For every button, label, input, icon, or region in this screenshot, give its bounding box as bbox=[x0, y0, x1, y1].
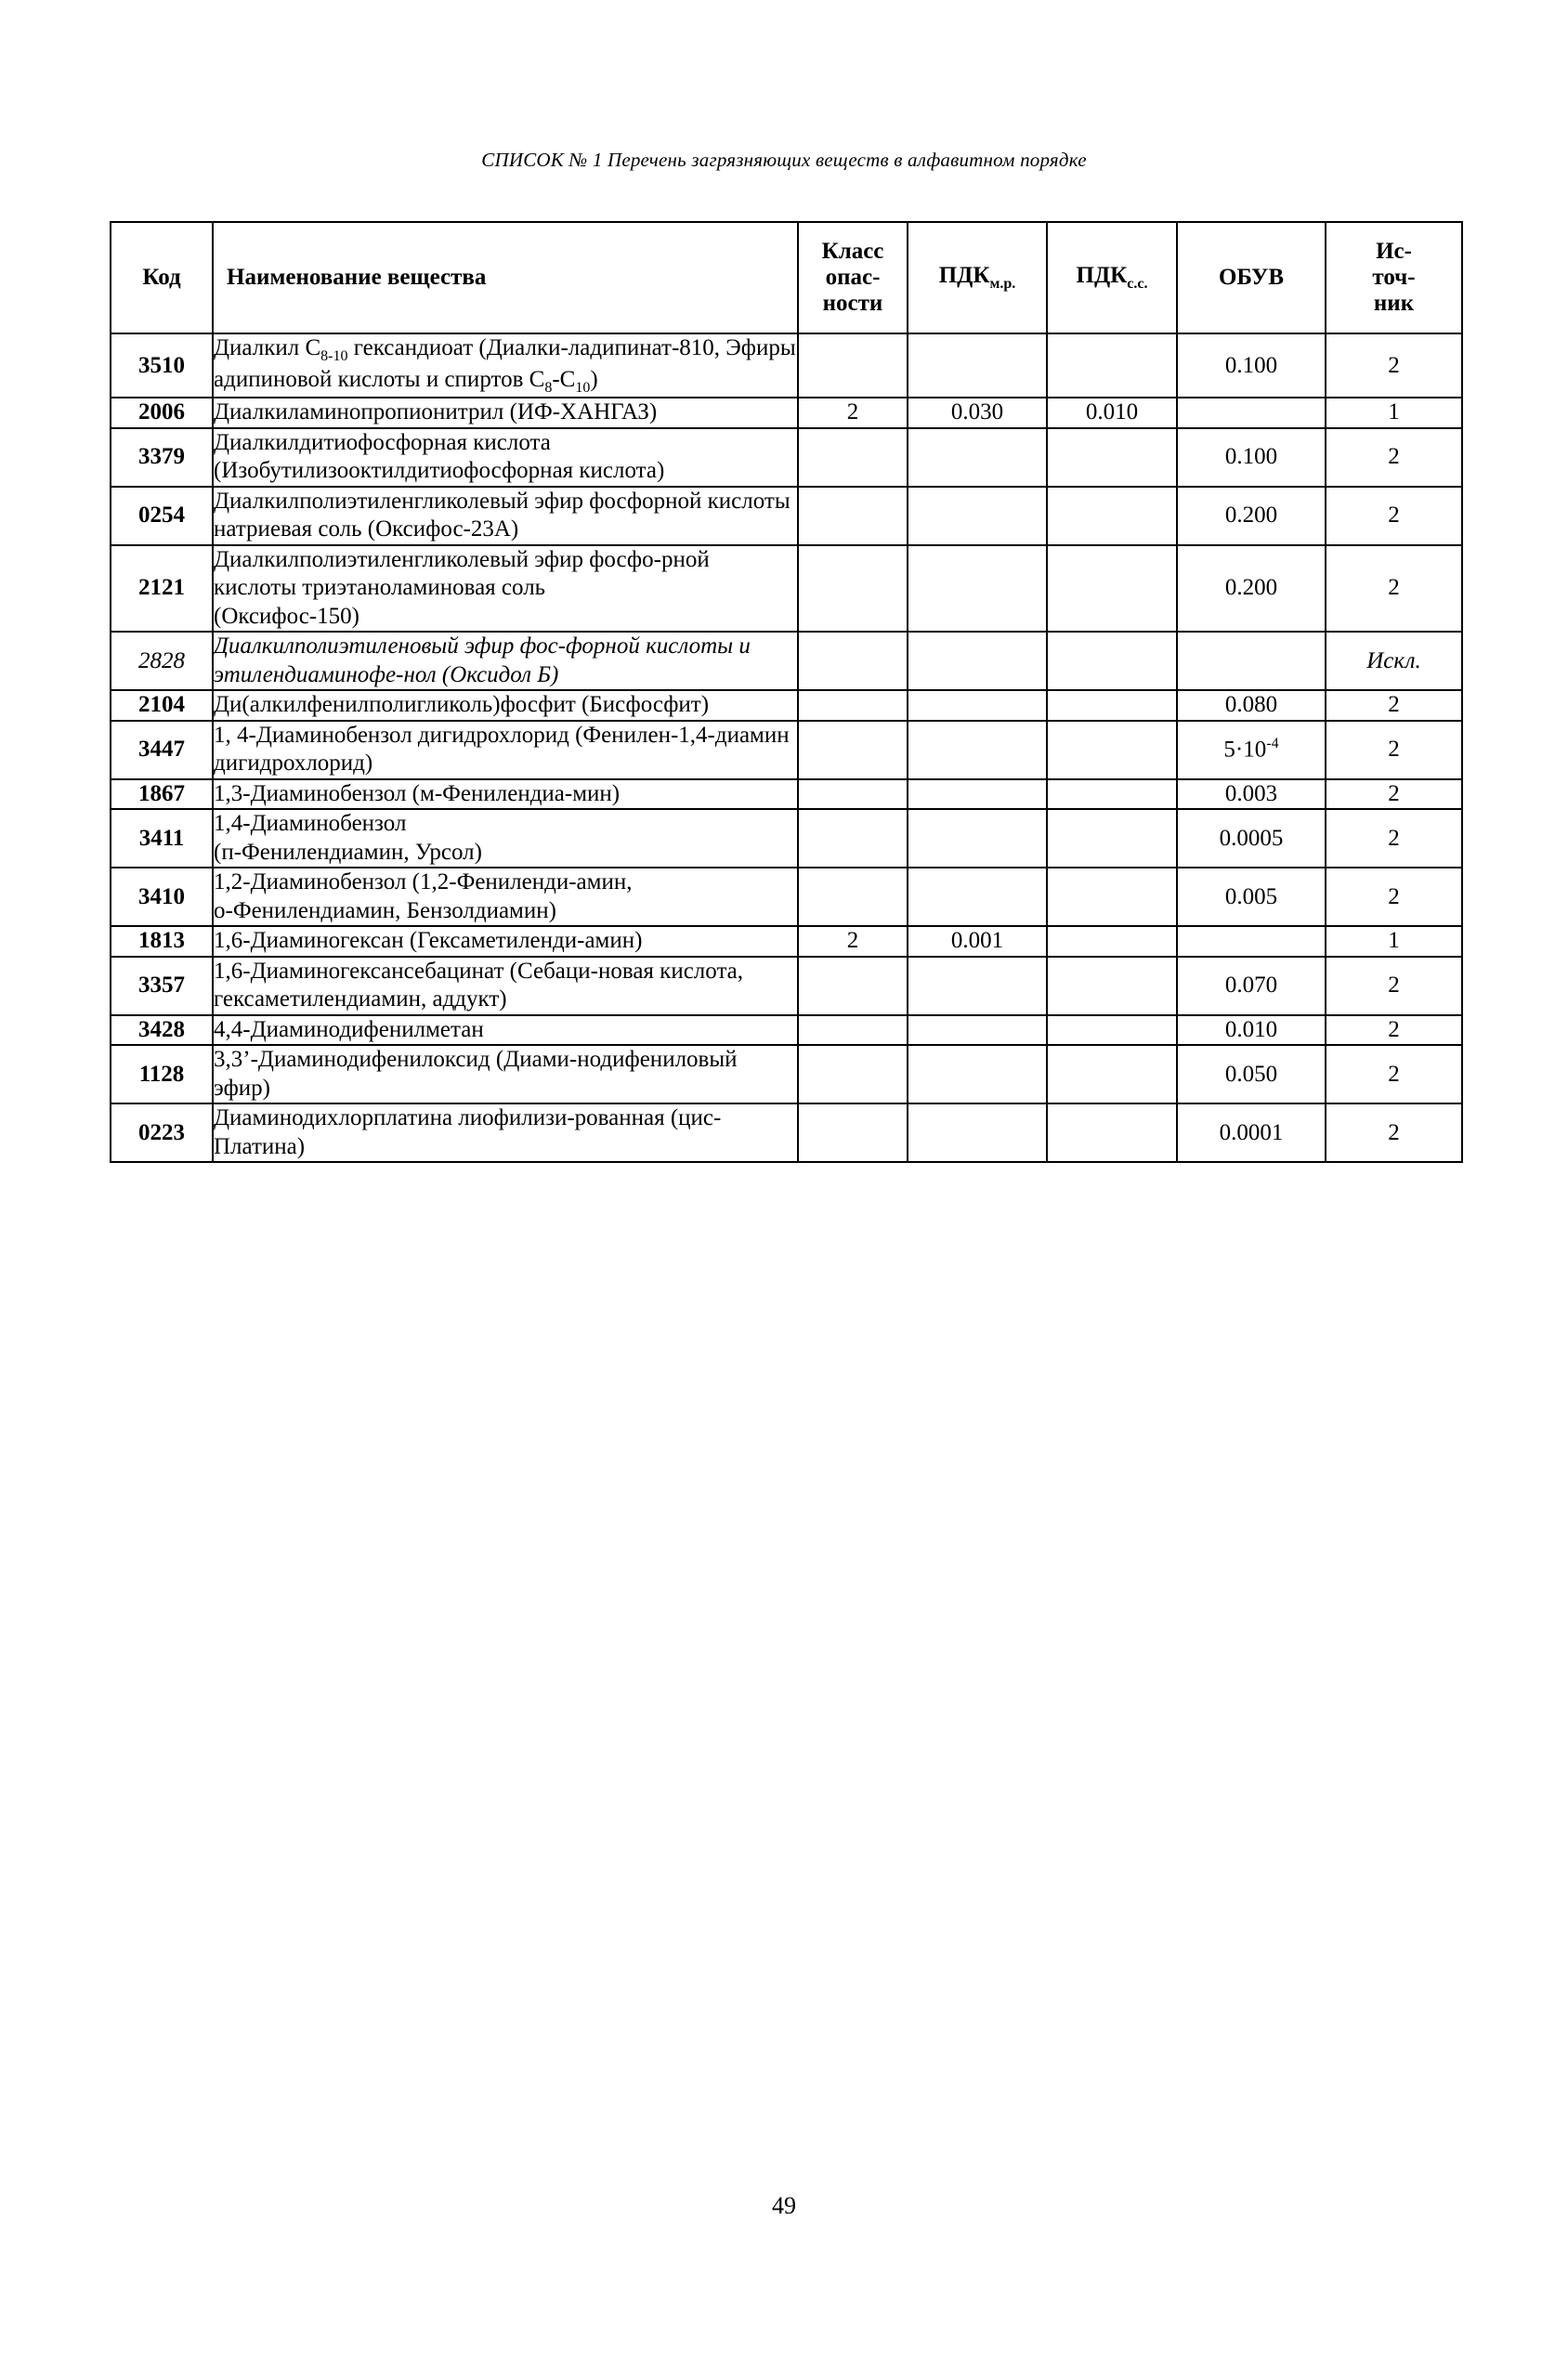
cell-source: 1 bbox=[1326, 398, 1462, 428]
cell-pdk-mr bbox=[908, 1015, 1047, 1046]
table-row bbox=[111, 632, 1462, 690]
cell-substance-name: 1, 4-Диаминобензол дигидрохлорид (Фенилен-1,4-диамин дигидрохлорид) bbox=[213, 721, 798, 779]
cell-obuv: 0.070 bbox=[1177, 957, 1326, 1015]
cell-source: 1 bbox=[1326, 926, 1462, 957]
cell-pdk-ss bbox=[1047, 690, 1177, 721]
cell-obuv: 0.100 bbox=[1177, 428, 1326, 487]
table-row bbox=[111, 428, 1462, 487]
cell-hazard-class bbox=[798, 333, 908, 398]
cell-pdk-mr: 0.001 bbox=[908, 926, 1047, 957]
cell-hazard-class: 2 bbox=[798, 398, 908, 428]
cell-pdk-mr bbox=[908, 333, 1047, 398]
table-row bbox=[111, 398, 1462, 428]
cell-source: 2 bbox=[1326, 428, 1462, 487]
cell-hazard-class bbox=[798, 809, 908, 868]
cell-hazard-class bbox=[798, 1103, 908, 1162]
cell-obuv bbox=[1177, 398, 1326, 428]
cell-code: 2121 bbox=[111, 545, 213, 633]
cell-substance-name: 1,2-Диаминобензол (1,2-Фениленди-амин, о-Фенилендиамин, Бензолдиамин) bbox=[213, 868, 798, 926]
cell-substance-name: Диаминодихлорплатина лиофилизи-рованная (цис-Платина) bbox=[213, 1103, 798, 1162]
cell-code: 3510 bbox=[111, 333, 213, 398]
cell-substance-name: 1,3-Диаминобензол (м-Фенилендиа-мин) bbox=[213, 779, 798, 810]
cell-pdk-mr: 0.030 bbox=[908, 398, 1047, 428]
cell-substance-name: Диалкилполиэтиленовый эфир фос-форной кислоты и этилендиаминофе-нол (Оксидол Б) bbox=[213, 632, 798, 690]
cell-obuv: 0.005 bbox=[1177, 868, 1326, 926]
cell-hazard-class bbox=[798, 779, 908, 810]
substances-table bbox=[110, 221, 1463, 1163]
cell-hazard-class bbox=[798, 1045, 908, 1103]
table-row bbox=[111, 779, 1462, 810]
cell-obuv: 0.100 bbox=[1177, 333, 1326, 398]
cell-pdk-mr bbox=[908, 690, 1047, 721]
cell-obuv: $5\cdot 10^{-4}$ bbox=[1177, 721, 1326, 779]
table-row bbox=[111, 487, 1462, 545]
cell-substance-name: Диалкил $С_{8-10}$ гександиоат (Диалки-ладипинат-810, Эфиры адипиновой кислоты и спиртов $С_8-С_{10}$) bbox=[213, 333, 798, 398]
column-header-hazard-class-text: Класс опас- ности bbox=[821, 239, 884, 316]
cell-pdk-ss bbox=[1047, 1103, 1177, 1162]
cell-pdk-mr bbox=[908, 779, 1047, 810]
cell-code: 1867 bbox=[111, 779, 213, 810]
cell-source: 2 bbox=[1326, 721, 1462, 779]
pdk-mr-main: ПДК bbox=[938, 263, 990, 289]
cell-source: 2 bbox=[1326, 1103, 1462, 1162]
page-header: СПИСОК № 1 Перечень загрязняющих веществ в алфавитном порядке bbox=[481, 149, 1087, 171]
cell-pdk-mr bbox=[908, 957, 1047, 1015]
table-row bbox=[111, 868, 1462, 926]
cell-substance-name: Диалкилполиэтиленгликолевый эфир фосфо-рной кислоты триэтаноламиновая соль (Оксифос-150) bbox=[213, 545, 798, 633]
cell-hazard-class bbox=[798, 721, 908, 779]
cell-source: Искл. bbox=[1326, 632, 1462, 690]
cell-obuv: 0.200 bbox=[1177, 545, 1326, 633]
column-header-obuv: ОБУВ bbox=[1177, 222, 1326, 333]
cell-substance-name: 1,6-Диаминогексан (Гексаметиленди-амин) bbox=[213, 926, 798, 957]
cell-pdk-mr bbox=[908, 868, 1047, 926]
cell-hazard-class bbox=[798, 868, 908, 926]
cell-code: 3410 bbox=[111, 868, 213, 926]
column-header-pdk-ss bbox=[1047, 222, 1177, 333]
cell-pdk-mr bbox=[908, 545, 1047, 633]
cell-hazard-class bbox=[798, 957, 908, 1015]
cell-pdk-mr bbox=[908, 809, 1047, 868]
cell-pdk-ss bbox=[1047, 957, 1177, 1015]
cell-pdk-ss bbox=[1047, 333, 1177, 398]
cell-pdk-ss bbox=[1047, 428, 1177, 487]
column-header-code: Код bbox=[111, 222, 213, 333]
cell-pdk-ss bbox=[1047, 809, 1177, 868]
cell-substance-name: 1,4-Диаминобензол (п-Фенилендиамин, Урсол) bbox=[213, 809, 798, 868]
cell-obuv bbox=[1177, 926, 1326, 957]
table-row bbox=[111, 809, 1462, 868]
cell-substance-name: Диалкилполиэтиленгликолевый эфир фосфорной кислоты натриевая соль (Оксифос-23А) bbox=[213, 487, 798, 545]
cell-source: 2 bbox=[1326, 545, 1462, 633]
cell-source: 2 bbox=[1326, 333, 1462, 398]
table-body bbox=[111, 333, 1462, 1162]
cell-obuv: 0.0005 bbox=[1177, 809, 1326, 868]
table-row bbox=[111, 545, 1462, 633]
cell-hazard-class bbox=[798, 545, 908, 633]
cell-substance-name: Диалкиламинопропионитрил (ИФ-ХАНГАЗ) bbox=[213, 398, 798, 428]
cell-code: 2828 bbox=[111, 632, 213, 690]
cell-obuv bbox=[1177, 632, 1326, 690]
table-header-row bbox=[111, 222, 1462, 333]
cell-code: 0223 bbox=[111, 1103, 213, 1162]
cell-substance-name: Диалкилдитиофосфорная кислота (Изобутилизооктилдитиофосфорная кислота) bbox=[213, 428, 798, 487]
cell-pdk-mr bbox=[908, 487, 1047, 545]
table-row bbox=[111, 1103, 1462, 1162]
cell-obuv: 0.003 bbox=[1177, 779, 1326, 810]
cell-obuv: 0.010 bbox=[1177, 1015, 1326, 1046]
cell-hazard-class: 2 bbox=[798, 926, 908, 957]
cell-substance-name: 4,4-Диаминодифенилметан bbox=[213, 1015, 798, 1046]
column-header-source bbox=[1326, 222, 1462, 333]
table-row bbox=[111, 721, 1462, 779]
table-row bbox=[111, 333, 1462, 398]
pdk-ss-main: ПДК bbox=[1076, 263, 1128, 289]
cell-pdk-ss bbox=[1047, 721, 1177, 779]
cell-pdk-ss bbox=[1047, 868, 1177, 926]
table-row bbox=[111, 926, 1462, 957]
cell-code: 3428 bbox=[111, 1015, 213, 1046]
cell-source: 2 bbox=[1326, 779, 1462, 810]
cell-hazard-class bbox=[798, 487, 908, 545]
cell-source: 2 bbox=[1326, 1015, 1462, 1046]
cell-substance-name: 3,3’-Диаминодифенилоксид (Диами-нодифениловый эфир) bbox=[213, 1045, 798, 1103]
cell-code: 3447 bbox=[111, 721, 213, 779]
cell-code: 3379 bbox=[111, 428, 213, 487]
cell-substance-name: 1,6-Диаминогексансебацинат (Себаци-новая кислота, гексаметилендиамин, аддукт) bbox=[213, 957, 798, 1015]
cell-hazard-class bbox=[798, 690, 908, 721]
cell-pdk-mr bbox=[908, 1045, 1047, 1103]
cell-pdk-ss bbox=[1047, 1045, 1177, 1103]
column-header-name: Наименование вещества bbox=[213, 222, 798, 333]
cell-hazard-class bbox=[798, 632, 908, 690]
cell-code: 2006 bbox=[111, 398, 213, 428]
cell-pdk-ss: 0.010 bbox=[1047, 398, 1177, 428]
column-header-pdk-mr bbox=[908, 222, 1047, 333]
cell-code: 3411 bbox=[111, 809, 213, 868]
page-number: 49 bbox=[772, 2192, 796, 2219]
cell-source: 2 bbox=[1326, 809, 1462, 868]
cell-source: 2 bbox=[1326, 957, 1462, 1015]
table-row bbox=[111, 957, 1462, 1015]
table-row bbox=[111, 690, 1462, 721]
cell-hazard-class bbox=[798, 1015, 908, 1046]
cell-obuv: 0.200 bbox=[1177, 487, 1326, 545]
cell-substance-name: Ди(алкилфенилполигликоль)фосфит (Бисфосфит) bbox=[213, 690, 798, 721]
cell-source: 2 bbox=[1326, 868, 1462, 926]
cell-pdk-mr bbox=[908, 721, 1047, 779]
pdk-ss-sub: с.с. bbox=[1127, 276, 1148, 293]
table-row bbox=[111, 1045, 1462, 1103]
cell-source: 2 bbox=[1326, 487, 1462, 545]
cell-code: 1128 bbox=[111, 1045, 213, 1103]
column-header-source-text: Ис- точ- ник bbox=[1372, 239, 1416, 316]
cell-pdk-ss bbox=[1047, 779, 1177, 810]
cell-code: 2104 bbox=[111, 690, 213, 721]
cell-obuv: 0.080 bbox=[1177, 690, 1326, 721]
cell-pdk-ss bbox=[1047, 1015, 1177, 1046]
cell-pdk-ss bbox=[1047, 545, 1177, 633]
cell-code: 0254 bbox=[111, 487, 213, 545]
cell-pdk-mr bbox=[908, 632, 1047, 690]
cell-pdk-mr bbox=[908, 1103, 1047, 1162]
cell-code: 1813 bbox=[111, 926, 213, 957]
cell-pdk-ss bbox=[1047, 632, 1177, 690]
cell-pdk-ss bbox=[1047, 926, 1177, 957]
cell-hazard-class bbox=[798, 428, 908, 487]
pdk-mr-sub: м.р. bbox=[989, 276, 1016, 293]
table-header bbox=[111, 222, 1462, 333]
cell-source: 2 bbox=[1326, 1045, 1462, 1103]
cell-pdk-ss bbox=[1047, 487, 1177, 545]
cell-obuv: 0.0001 bbox=[1177, 1103, 1326, 1162]
column-header-hazard-class bbox=[798, 222, 908, 333]
cell-pdk-mr bbox=[908, 428, 1047, 487]
cell-source: 2 bbox=[1326, 690, 1462, 721]
cell-obuv: 0.050 bbox=[1177, 1045, 1326, 1103]
table-row bbox=[111, 1015, 1462, 1046]
cell-code: 3357 bbox=[111, 957, 213, 1015]
